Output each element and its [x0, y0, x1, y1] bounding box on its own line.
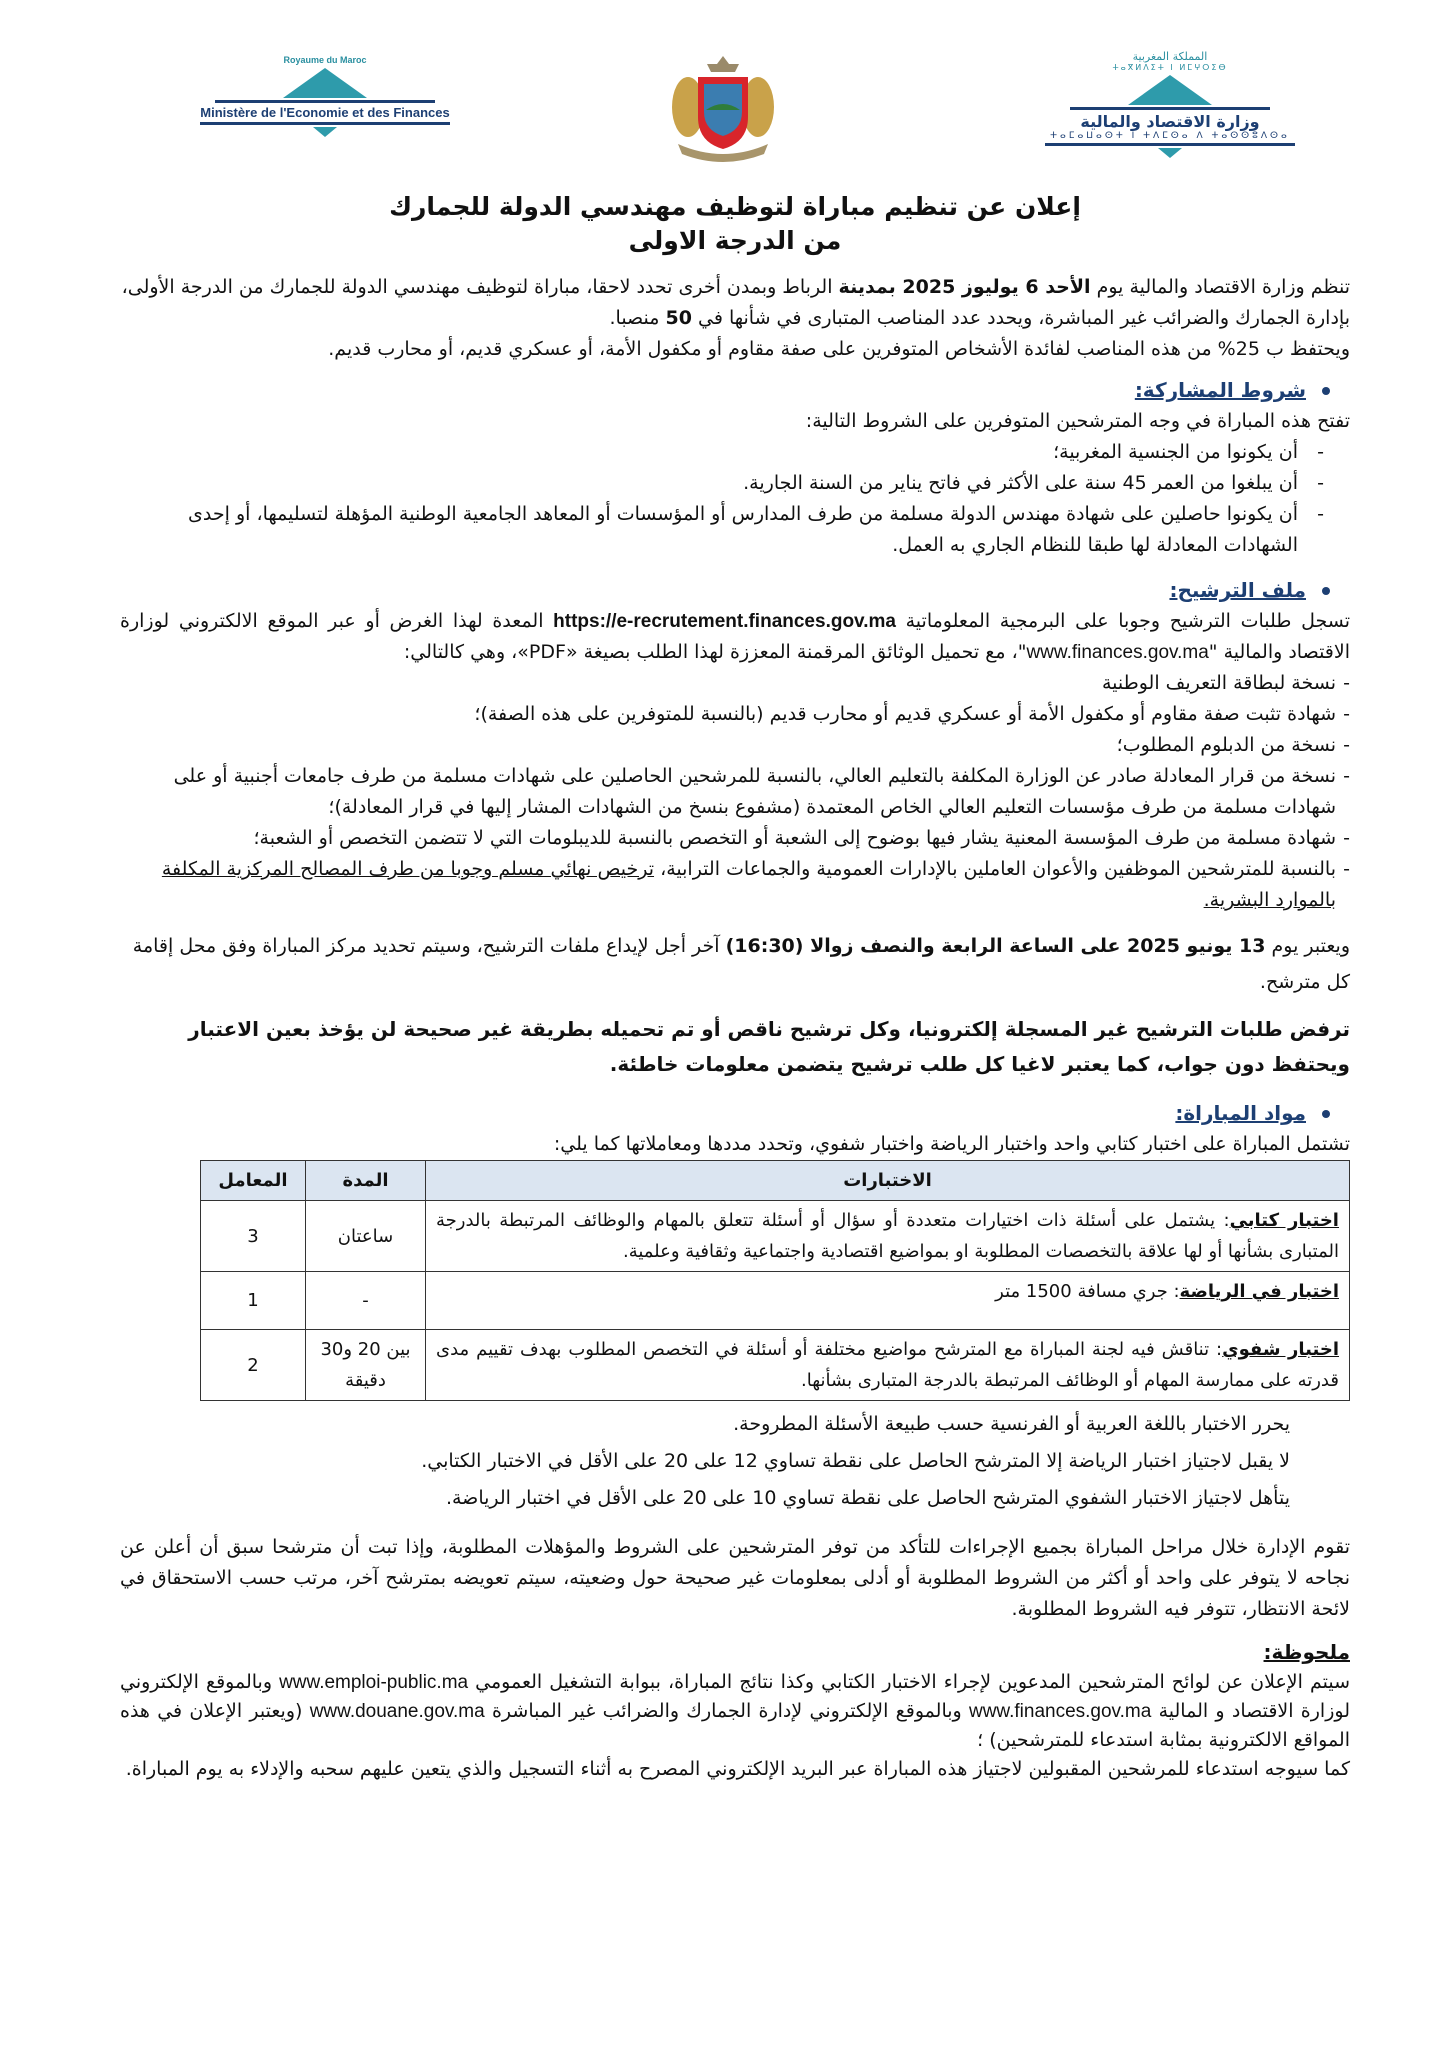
list-item: - شهادة مسلمة من طرف المؤسسة المعنية يشار فيها بوضوح إلى الشعبة أو التخصص بالنسبة للديبلومات التي لا تتضمن التخصص أو الشعبة؛: [120, 823, 1350, 854]
exam-coefficient: 1: [201, 1272, 306, 1330]
exams-table: [200, 1160, 1350, 1401]
roof-icon: [1128, 75, 1212, 105]
documents-list: [120, 668, 1350, 916]
section-application: [120, 575, 1330, 606]
exam-duration: بين 20 و30 دقيقة: [306, 1330, 426, 1401]
bullet-icon: [1322, 587, 1330, 595]
conditions-intro: تفتح هذه المباراة في وجه المترشحين المتوفرين على الشروط التالية:: [805, 410, 1350, 432]
list-item: - بالنسبة للمترشحين الموظفين والأعوان العاملين بالإدارات العمومية والجماعات الترابية، ترخيص نهائي مسلم وجوبا من طرف المصالح المركزية المكلفة بالموارد البشرية.: [120, 854, 1350, 916]
header-exams: الاختبارات: [426, 1161, 1350, 1201]
exam-coefficient: 3: [201, 1201, 306, 1272]
positions-count: 50: [665, 307, 692, 329]
section-heading: ملف الترشيح:: [1169, 578, 1306, 602]
header-coefficient: المعامل: [201, 1161, 306, 1201]
note-paragraph: سيتم الإعلان عن لوائح المترشحين المدعوين لإجراء الاختبار الكتابي وكذا نتائج المباراة، ببوابة التشغيل العمومي www.emploi-public.ma وبالموقع الإلكتروني لوزارة الاقتصاد و المالية www.finances.gov.ma وبالموقع الإلكتروني لإدارة الجمارك والضرائب غير المباشرة www.douane.gov.ma (ويعتبر الإعلان في هذه المواقع الالكترونية بمثابة استدعاء للمترشحين) ؛: [120, 1671, 1350, 1751]
list-item: - نسخة من الدبلوم المطلوب؛: [120, 730, 1350, 761]
intro-paragraph: تنظم وزارة الاقتصاد والمالية يوم الأحد 6 يوليوز 2025 بمدينة الرباط وبمدن أخرى تحدد لاحقا، مباراة لتوظيف مهندسي الدولة للجمارك من الدرجة الأولى، بإدارة الجمارك والضرائب غير المباشرة، ويحدد عدد المناصب المتبارى في شأنها في 50 منصبا.: [121, 276, 1350, 329]
list-item: - أن يبلغوا من العمر 45 سنة على الأكثر في فاتح يناير من السنة الجارية.: [120, 468, 1332, 499]
exam-duration: ساعتان: [306, 1201, 426, 1272]
divider: [1070, 107, 1270, 110]
header-duration: المدة: [306, 1161, 426, 1201]
exam-duration: -: [306, 1272, 426, 1330]
kingdom-label-tifinagh: ⵜⴰⴳⵍⴷⵉⵜ ⵏ ⵍⵎⵖⵔⵉⴱ: [1112, 63, 1228, 72]
exam-date: الأحد 6 يوليوز 2025 بمدينة: [838, 276, 1091, 298]
announcement-body: [120, 190, 1350, 1784]
list-item: - نسخة لبطاقة التعريف الوطنية: [120, 668, 1350, 699]
ministry-logo-arabic: [1040, 50, 1300, 165]
finances-link[interactable]: www.finances.gov.ma: [1026, 642, 1209, 663]
emploi-public-link[interactable]: www.emploi-public.ma: [279, 1672, 469, 1693]
rule-item: يتأهل لاجتياز الاختبار الشفوي المترشح الحاصل على نقطة تساوي 10 على 20 على الأقل في اختبار الرياضة.: [445, 1487, 1290, 1509]
table-header-row: [201, 1161, 1350, 1201]
section-conditions: [120, 375, 1330, 406]
recruitment-link[interactable]: https://e-recrutement.finances.gov.ma: [553, 611, 896, 632]
application-intro: تسجل طلبات الترشيح وجوبا على البرمجية المعلوماتية https://e-recrutement.finances.gov.ma المعدة لهذا الغرض أو عبر الموقع الالكتروني لوزارة الاقتصاد والمالية "www.finances.gov.ma"، مع تحميل الوثائق المرقمنة المعززة لهذا الطلب بصيغة «PDF»، وهي كالتالي:: [120, 610, 1350, 663]
exam-description: اختبار كتابي: يشتمل على أسئلة ذات اختيارات متعددة أو سؤال أو أسئلة تتعلق بالمهام والوظائف المرتبطة بالدرجة المتبارى بشأنها أو لها علاقة بالتخصصات المطلوبة او بمواضيع اقتصادية واجتماعية وثقافية وعلمية.: [426, 1201, 1350, 1272]
list-item: - أن يكونوا من الجنسية المغربية؛: [120, 437, 1332, 468]
reserved-quota: ويحتفظ ب 25% من هذه المناصب لفائدة الأشخاص المتوفرين على صفة مقاوم أو مكفول الأمة، أو عسكري قديم، أو محارب قديم.: [328, 338, 1350, 360]
divider: [200, 122, 450, 125]
section-heading: مواد المباراة:: [1175, 1101, 1306, 1125]
ministry-logo-french: [190, 55, 460, 155]
rejection-notice: ترفض طلبات الترشيح غير المسجلة إلكترونيا، وكل ترشيح ناقص أو تم تحميله بطريقة غير صحيحة لن يؤخذ بعين الاعتبار ويحتفظ دون جواب، كما يعتبر لاغيا كل طلب ترشيح يتضمن معلومات خاطئة.: [188, 1017, 1350, 1076]
kingdom-label-ar: المملكة المغربية: [1132, 50, 1208, 63]
chevron-down-icon: [1158, 148, 1182, 158]
chevron-down-icon: [313, 127, 337, 137]
rule-item: لا يقبل لاجتياز اختبار الرياضة إلا المترشح الحاصل على نقطة تساوي 12 على 20 على الأقل في الاختبار الكتابي.: [421, 1450, 1290, 1472]
table-row: [201, 1201, 1350, 1272]
list-item: - أن يكونوا حاصلين على شهادة مهندس الدولة مسلمة من طرف المدارس أو المؤسسات أو المعاهد الجامعية الوطنية المؤهلة لتسليمها، أو إحدى الشهادات المعادلة لها طبقا للنظام الجاري به العمل.: [120, 499, 1332, 561]
verification-paragraph: تقوم الإدارة خلال مراحل المباراة بجميع الإجراءات للتأكد من توفر المترشحين على الشروط والمؤهلات المطلوبة، وإذا تبت أن مترشحا سبق أن أعلن عن نجاحه لا يتوفر على واحد أو أكثر من الشروط المطلوبة أو أدلى بمعلومات غير صحيحة حول وضعيته، سيتم تعويضه بمترشح آخر، مرتب حسب الاستحقاق في لائحة الانتظار، تتوفر فيه الشروط المطلوبة.: [120, 1536, 1350, 1620]
letterhead: [0, 0, 1448, 175]
note-heading: ملحوظة:: [1263, 1640, 1350, 1664]
table-row: [201, 1330, 1350, 1401]
subjects-intro: تشتمل المباراة على اختبار كتابي واحد واختبار الرياضة واختبار شفوي، وتحدد مددها ومعاملاتها كما يلي:: [553, 1133, 1350, 1155]
ministry-name-fr: Ministère de l'Economie et des Finances: [200, 105, 450, 120]
douane-link[interactable]: www.douane.gov.ma: [309, 1701, 485, 1722]
ministry-name-ar: وزارة الاقتصاد والمالية: [1080, 112, 1260, 131]
ministry-name-tifinagh: ⵜⴰⵎⴰⵡⴰⵙⵜ ⵏ ⵜⴷⵎⵙⴰ ⴷ ⵜⴰⵙⵙⵓⴷⵙⴰ: [1050, 131, 1290, 141]
deadline-date: 13 يونيو 2025 على الساعة الرابعة والنصف زوالا (16:30): [725, 935, 1266, 957]
bullet-icon: [1322, 387, 1330, 395]
list-item: - نسخة من قرار المعادلة صادر عن الوزارة المكلفة بالتعليم العالي، بالنسبة للمرشحين الحاصلين على شهادات مسلمة من طرف جامعات أجنبية أو على شهادات مسلمة من طرف مؤسسات التعليم العالي الخاص المعتمدة (مشفوع بنسخ من الشهادات المشار إليها في قرار المعادلة)؛: [120, 761, 1350, 823]
kingdom-label-fr: Royaume du Maroc: [283, 55, 367, 65]
table-row: [201, 1272, 1350, 1330]
divider: [1045, 143, 1295, 146]
list-item: - شهادة تثبت صفة مقاوم أو مكفول الأمة أو عسكري قديم أو محارب قديم (بالنسبة للمتوفرين على هذه الصفة)؛: [120, 699, 1350, 730]
exam-coefficient: 2: [201, 1330, 306, 1401]
section-subjects: [120, 1098, 1330, 1129]
rule-item: يحرر الاختبار باللغة العربية أو الفرنسية حسب طبيعة الأسئلة المطروحة.: [733, 1413, 1290, 1435]
coat-of-arms-icon: [668, 52, 778, 164]
page-title: إعلان عن تنظيم مباراة لتوظيف مهندسي الدولة للجمارك من الدرجة الاولى: [389, 192, 1081, 255]
authorization-note: ترخيص نهائي مسلم وجوبا من طرف المصالح المركزية المكلفة بالموارد البشرية.: [161, 858, 1336, 911]
deadline-paragraph: ويعتبر يوم 13 يونيو 2025 على الساعة الرابعة والنصف زوالا (16:30) آخر أجل لإيداع ملفات الترشيح، وسيتم تحديد مركز المباراة وفق محل إقامة كل مترشح.: [132, 935, 1350, 993]
convocation-paragraph: كما سيوجه استدعاء للمرشحين المقبولين لاجتياز هذه المباراة عبر البريد الإلكتروني المصرح به أثناء التسجيل والذي يتعين عليهم سحبه والإدلاء به يوم المباراة.: [125, 1758, 1350, 1780]
exam-description: اختبار شفوي: تناقش فيه لجنة المباراة مع المترشح مواضيع مختلفة أو أسئلة في التخصص المطلوب بهدف تقييم مدى قدرته على ممارسة المهام أو الوظائف المرتبطة بالدرجة المتبارى بشأنها.: [426, 1330, 1350, 1401]
exam-rules: [120, 1409, 1350, 1514]
finances-link[interactable]: www.finances.gov.ma: [968, 1701, 1152, 1722]
conditions-list: [120, 437, 1332, 561]
bullet-icon: [1322, 1110, 1330, 1118]
divider: [215, 100, 435, 103]
section-heading: شروط المشاركة:: [1134, 378, 1306, 402]
exam-description: اختبار في الرياضة: جري مسافة 1500 متر: [426, 1272, 1350, 1330]
roof-icon: [283, 68, 367, 98]
